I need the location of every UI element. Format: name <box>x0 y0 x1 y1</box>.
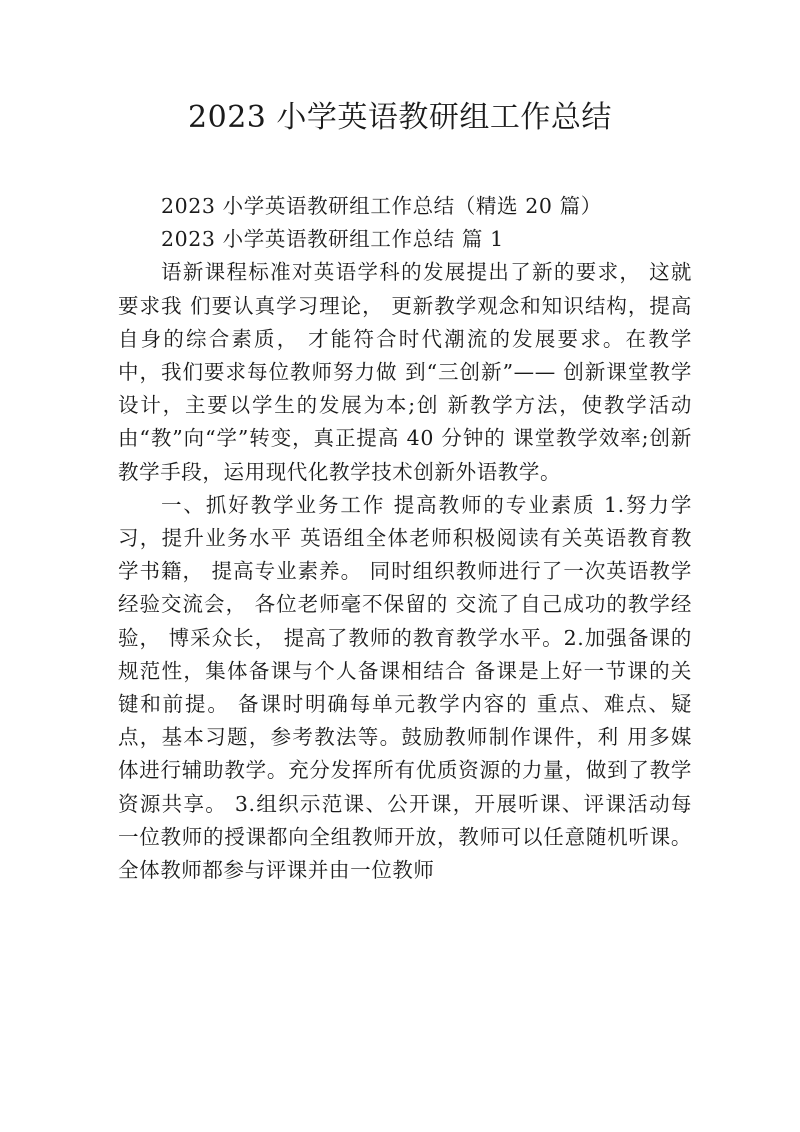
document-body <box>118 190 692 887</box>
paragraph-section-one: 一、抓好教学业务工作 提高教师的专业素质 1.努力学习，提升业务水平 英语组全体老师积极阅读有关英语教育教学书籍， 提高专业素养。 同时组织教师进行了一次英语教学经验交流会， 各位老师毫不保留的 交流了自己成功的教学经验， 博采众长， 提高了教师的教育教学水平。2.加强备课的规范性，集体备课与个人备课相结合 备课是上好一节课的关键和前提。 备课时明确每单元教学内容的 重点、难点、疑点，基本习题，参考教法等。鼓励教师制作课件，利 用多媒体进行辅助教学。充分发挥所有优质资源的力量，做到了教学 资源共享。 3.组织示范课、公开课，开展听课、评课活动每一位教师的授课都向全组教师开放，教师可以任意随机听课。 全体教师都参与评课并由一位教师 <box>118 492 692 883</box>
document-title: 2023 小学英语教研组工作总结 <box>188 100 612 135</box>
section-heading: 2023 小学英语教研组工作总结 篇 1 <box>161 227 504 252</box>
paragraph-intro: 语新课程标准对英语学科的发展提出了新的要求， 这就要求我 们要认真学习理论， 更新教学观念和知识结构，提高自身的综合素质， 才能符合时代潮流的发展要求。在教学中，我们要求每位教师努力做 到“三创新”—— 创新课堂教学设计，主要以学生的发展为本;创 新教学方法，使教学活动由“教”向“学”转变，真正提高 40 分钟的 课堂教学效率;创新教学手段，运用现代化教学技术创新外语教学。 <box>118 260 692 484</box>
document-subtitle: 2023 小学英语教研组工作总结（精选 20 篇） <box>161 194 602 218</box>
